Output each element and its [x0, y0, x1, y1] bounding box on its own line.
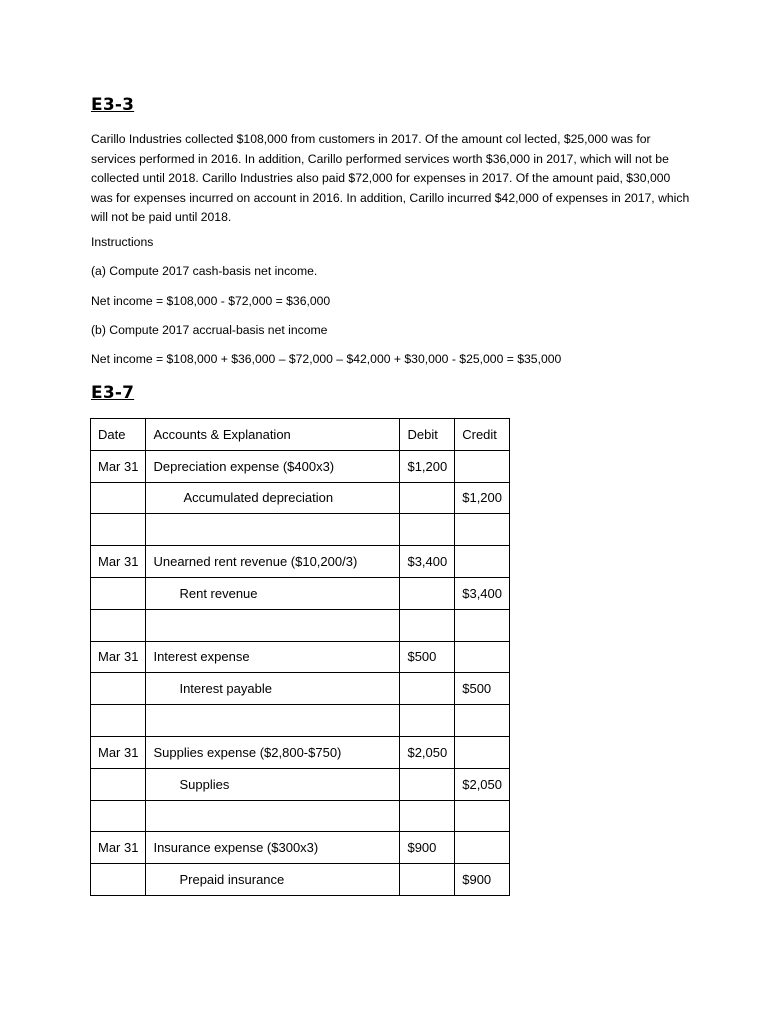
cell-credit: $900 [455, 864, 510, 896]
cell-debit [400, 864, 455, 896]
cell-debit: $3,400 [400, 546, 455, 578]
cell-credit [455, 800, 510, 832]
cell-date: Mar 31 [91, 641, 146, 673]
table-row [91, 832, 510, 864]
cell-credit [455, 546, 510, 578]
cell-credit [455, 832, 510, 864]
cell-credit: $1,200 [455, 482, 510, 514]
cell-debit [400, 577, 455, 609]
cell-credit: $2,050 [455, 768, 510, 800]
cell-account [146, 514, 400, 546]
cell-debit [400, 705, 455, 737]
cell-date [91, 705, 146, 737]
cell-account: Supplies [146, 768, 400, 800]
part-b-answer: Net income = $108,000 + $36,000 – $72,000 – $42,000 + $30,000 - $25,000 = $35,000 [91, 352, 562, 366]
cell-credit: $3,400 [455, 577, 510, 609]
cell-debit [400, 800, 455, 832]
cell-debit: $2,050 [400, 736, 455, 768]
cell-credit: $500 [455, 673, 510, 705]
part-b-question: (b) Compute 2017 accrual-basis net income [91, 323, 328, 337]
problem-paragraph: Carillo Industries collected $108,000 from customers in 2017. Of the amount col lected, $25,000 was for services performed in 2016. In addition, Carillo performed services worth $36,000 in 2017, which will not be collected until 2018. Carillo Industries also paid $72,000 for expenses in 2017. Of the amount paid, $30,000 was for expenses incurred on account in 2016. In addition, Carillo incurred $42,000 of expenses in 2017, which will not be paid until 2018. [91, 132, 690, 224]
cell-debit [400, 609, 455, 641]
cell-debit [400, 768, 455, 800]
cell-debit [400, 673, 455, 705]
cell-date [91, 577, 146, 609]
table-row [91, 546, 510, 578]
cell-date [91, 864, 146, 896]
cell-date: Mar 31 [91, 546, 146, 578]
table-row [91, 482, 510, 514]
table-row [91, 577, 510, 609]
table-row [91, 514, 510, 546]
cell-date [91, 673, 146, 705]
cell-credit [455, 450, 510, 482]
heading-e3-7: E3-7 [91, 383, 135, 403]
header-accounts: Accounts & Explanation [146, 419, 400, 451]
part-a-answer: Net income = $108,000 - $72,000 = $36,000 [91, 294, 331, 308]
table-header-row [91, 419, 510, 451]
header-debit: Debit [400, 419, 455, 451]
cell-account: Unearned rent revenue ($10,200/3) [146, 546, 400, 578]
cell-account: Supplies expense ($2,800-$750) [146, 736, 400, 768]
cell-date [91, 800, 146, 832]
cell-date [91, 768, 146, 800]
table-row [91, 800, 510, 832]
cell-date [91, 609, 146, 641]
table-row [91, 705, 510, 737]
cell-debit: $500 [400, 641, 455, 673]
cell-date: Mar 31 [91, 450, 146, 482]
cell-debit: $900 [400, 832, 455, 864]
cell-account: Accumulated depreciation [146, 482, 400, 514]
table-row [91, 450, 510, 482]
cell-debit: $1,200 [400, 450, 455, 482]
cell-credit [455, 736, 510, 768]
cell-credit [455, 705, 510, 737]
table-row [91, 609, 510, 641]
table-row [91, 768, 510, 800]
part-a-question: (a) Compute 2017 cash-basis net income. [91, 264, 318, 278]
cell-date [91, 482, 146, 514]
header-credit: Credit [455, 419, 510, 451]
cell-date: Mar 31 [91, 736, 146, 768]
cell-account: Insurance expense ($300x3) [146, 832, 400, 864]
cell-account [146, 800, 400, 832]
cell-account [146, 705, 400, 737]
cell-account: Depreciation expense ($400x3) [146, 450, 400, 482]
cell-credit [455, 609, 510, 641]
table-row [91, 736, 510, 768]
cell-debit [400, 514, 455, 546]
cell-account [146, 609, 400, 641]
cell-date: Mar 31 [91, 832, 146, 864]
table-row [91, 864, 510, 896]
journal-entries-table [90, 418, 510, 896]
header-date: Date [91, 419, 146, 451]
heading-e3-3: E3-3 [91, 95, 135, 115]
cell-account: Interest expense [146, 641, 400, 673]
cell-credit [455, 641, 510, 673]
cell-credit [455, 514, 510, 546]
cell-account: Rent revenue [146, 577, 400, 609]
table-row [91, 641, 510, 673]
cell-account: Interest payable [146, 673, 400, 705]
table-row [91, 673, 510, 705]
cell-debit [400, 482, 455, 514]
cell-date [91, 514, 146, 546]
instructions-label: Instructions [91, 235, 154, 249]
cell-account: Prepaid insurance [146, 864, 400, 896]
